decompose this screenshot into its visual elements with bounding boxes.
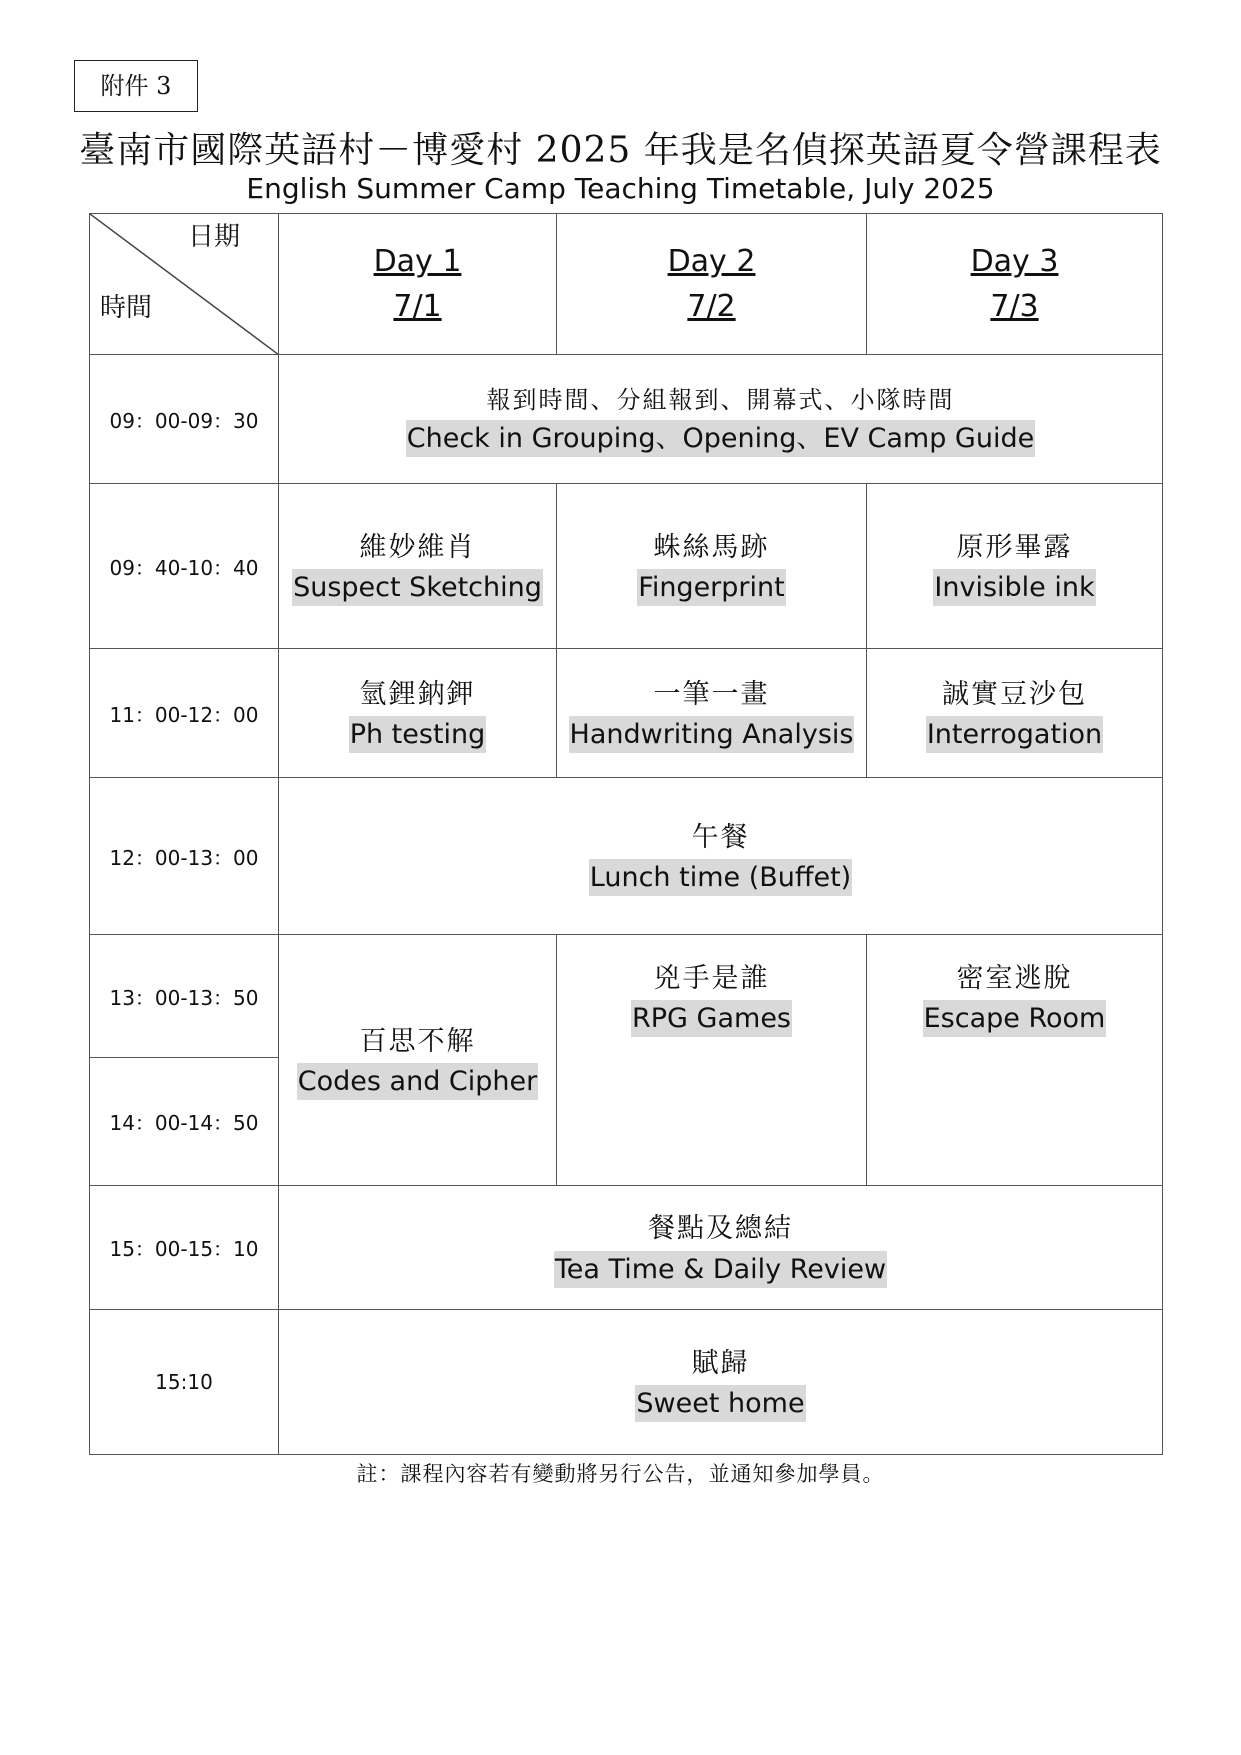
activity-zh: 賦歸 (691, 1347, 750, 1379)
time-cell: 14：00-14：50 (90, 1058, 279, 1186)
diagonal-line (90, 214, 279, 355)
timetable (89, 213, 1163, 1455)
activity-zh: 餐點及總結 (648, 1213, 793, 1245)
activity-en: Fingerprint (637, 569, 785, 606)
day-date: 7/1 (393, 289, 442, 324)
activity-en: Suspect Sketching (292, 569, 543, 606)
time-cell: 09：00-09：30 (90, 355, 279, 484)
table-row (90, 935, 1163, 1058)
activity-en: Lunch time (Buffet) (589, 859, 852, 896)
activity-cell (279, 355, 1163, 484)
header-row (90, 214, 1163, 355)
table-row (90, 484, 1163, 649)
page-title: 臺南市國際英語村－博愛村 2025 年我是名偵探英語夏令營課程表 (79, 130, 1162, 171)
activity-zh: 密室逃脫 (956, 963, 1073, 994)
activity-en: Invisible ink (933, 569, 1095, 606)
corner-cell (90, 214, 279, 355)
activity-en: Escape Room (923, 1000, 1107, 1037)
activity-cell (867, 935, 1163, 1186)
day-label: Day 3 (970, 244, 1059, 279)
activity-en: Interrogation (926, 716, 1103, 753)
activity-cell (867, 649, 1163, 778)
day-header (867, 214, 1163, 355)
date-header: 日期 (187, 222, 240, 252)
time-cell: 13：00-13：50 (90, 935, 279, 1058)
activity-cell (279, 1310, 1163, 1455)
activity-cell (557, 935, 867, 1186)
activity-en: RPG Games (631, 1000, 792, 1037)
activity-zh: 蛛絲馬跡 (653, 531, 770, 563)
day-label: Day 2 (667, 244, 756, 279)
activity-cell (279, 1186, 1163, 1310)
time-cell: 12：00-13：00 (90, 778, 279, 935)
activity-zh: 兇手是誰 (653, 963, 770, 994)
day-date: 7/2 (687, 289, 736, 324)
activity-zh: 百思不解 (359, 1025, 476, 1057)
activity-zh: 氫鋰鈉鉀 (359, 678, 476, 710)
activity-cell (279, 935, 557, 1186)
activity-cell (279, 778, 1163, 935)
activity-en: Tea Time & Daily Review (554, 1251, 887, 1288)
time-cell: 11：00-12：00 (90, 649, 279, 778)
activity-zh: 維妙維肖 (359, 531, 476, 563)
table-row (90, 649, 1163, 778)
page-subtitle: English Summer Camp Teaching Timetable, July 2025 (246, 172, 995, 205)
activity-en: Ph testing (349, 716, 487, 753)
table-row (90, 355, 1163, 484)
activity-zh: 誠實豆沙包 (942, 678, 1087, 710)
activity-zh: 報到時間、分組報到、開幕式、小隊時間 (486, 386, 955, 415)
time-header: 時間 (100, 293, 153, 323)
day-header (279, 214, 557, 355)
activity-cell (557, 649, 867, 778)
activity-cell (279, 484, 557, 649)
activity-cell (279, 649, 557, 778)
activity-en: Handwriting Analysis (569, 716, 855, 753)
attachment-label: 附件 3 (74, 60, 198, 112)
time-cell: 15：00-15：10 (90, 1186, 279, 1310)
activity-zh: 原形畢露 (956, 531, 1073, 563)
table-row (90, 778, 1163, 935)
activity-en: Sweet home (635, 1385, 805, 1422)
table-row (90, 1310, 1163, 1455)
activity-zh: 午餐 (691, 821, 750, 853)
time-cell: 15:10 (90, 1310, 279, 1455)
time-cell: 09：40-10：40 (90, 484, 279, 649)
activity-en: Codes and Cipher (297, 1063, 538, 1100)
activity-cell (557, 484, 867, 649)
activity-zh: 一筆一畫 (653, 678, 770, 710)
activity-en: Check in Grouping、Opening、EV Camp Guide (406, 420, 1035, 457)
footnote: 註：課程內容若有變動將另行公告，並通知參加學員。 (356, 1462, 885, 1486)
table-row (90, 1186, 1163, 1310)
day-header (557, 214, 867, 355)
day-date: 7/3 (990, 289, 1039, 324)
day-label: Day 1 (373, 244, 462, 279)
activity-cell (867, 484, 1163, 649)
